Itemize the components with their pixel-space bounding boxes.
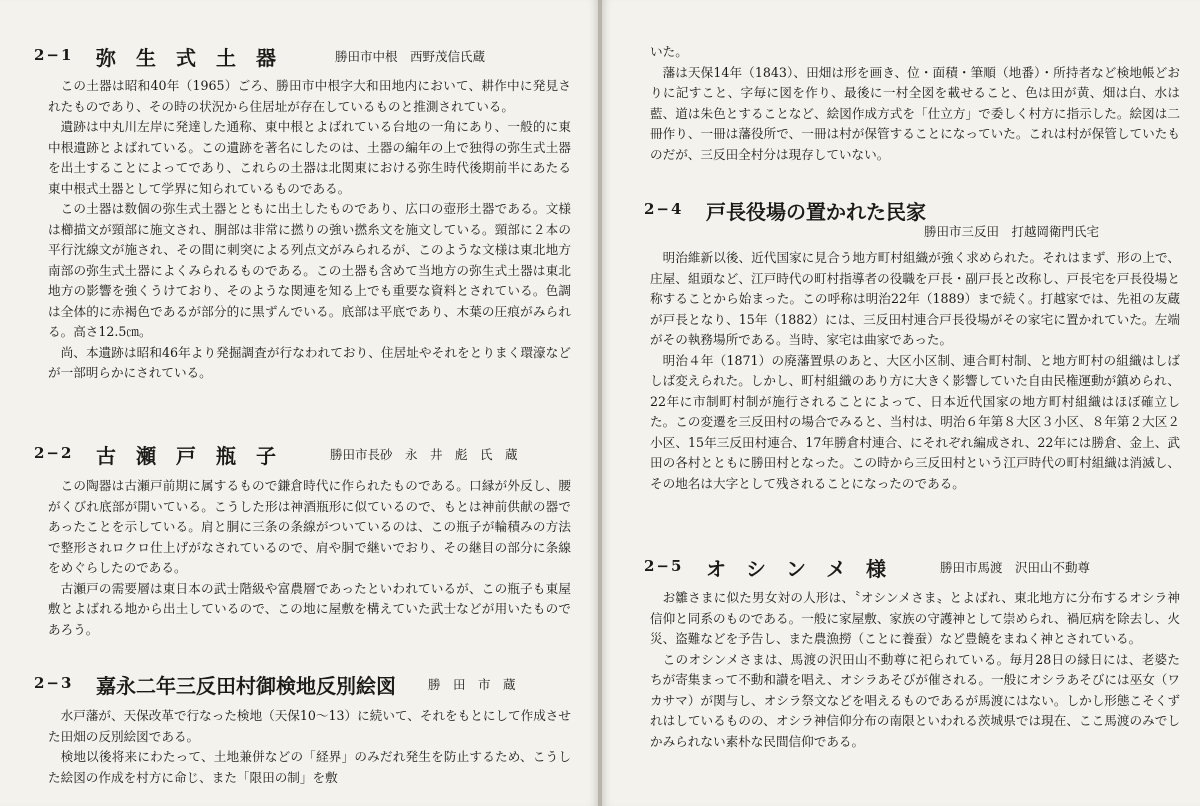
paragraph: 検地以後将来にわたって、土地兼併などの「経界」のみだれ発生を防止するため、こうした絵図の作成を村方に命じ、また「限田の制」を敷: [48, 749, 571, 785]
section-owner: 勝田市中根 西野茂信氏蔵: [335, 49, 486, 64]
paragraph: 遺跡は中丸川左岸に発達した通称、東中根とよばれている台地の一角にあり、一般的に東中根遺跡とよばれている。この遺跡を著名にしたのは、土器の編年の上で独得の弥生式土器を出土することによってであり、これらの土器は北関東における弥生時代後期前半にあたる東中根式土器として学界に知られているものである。: [48, 119, 571, 196]
section-body: [48, 706, 571, 788]
right-page: [602, 0, 1200, 806]
paragraph: この陶器は古瀬戸前期に属するもので鎌倉時代に作られたものである。口縁が外反し、腰がくびれ底部が開いている。こうした形は神酒瓶形に似ているので、もとは神前供献の器であったことを示している。肩と胴に三条の条線がついているのは、この瓶子が輪積みの方法で整形されロクロ仕上げがなされているので、肩や胴で継いでおり、その継目の部分に条線をめぐらしたのである。: [48, 478, 571, 575]
section-body: [48, 76, 571, 384]
section-owner: 勝田市長砂 永 井 彪 氏 蔵: [330, 447, 518, 462]
section-header: [0, 440, 598, 468]
paragraph: 古瀬戸の需要層は東日本の武士階級や富農層であったといわれているが、この瓶子も東屋敷とよばれる地から出土しているので、この地に屋敷を構えていた武士などが用いたものであろう。: [48, 580, 571, 637]
section-title: 古 瀬 戸 瓶 子: [96, 444, 276, 468]
section-number: 2−3: [34, 674, 74, 692]
section-number: 2−5: [644, 557, 684, 575]
section-owner: 勝 田 市 蔵: [428, 677, 516, 692]
paragraph: この土器は数個の弥生式土器とともに出土したものであり、広口の壺形土器である。文様は櫛描文が頸部に施文され、胴部は非常に撚りの強い撚糸文を施文している。頸部に２本の平行沈線文が施され、その間に刺突による列点文がみられるが、このような文様は東北地方南部の弥生式土器によくみられるものである。この土器も含めて当地方の弥生式土器は東北地方の影響を強くうけており、そのような関連を知る上でも重要な資料とされている。色調は全体的に赤褐色であるが部分的に黒ずんでいる。底部は平底であり、木葉の圧痕がみられる。高さ12.5㎝。: [48, 201, 572, 339]
section-header: [602, 196, 1200, 224]
section-number: 2−4: [644, 200, 684, 218]
section-title: オ シ ン メ 様: [706, 557, 886, 581]
paragraph: 藩は天保14年（1843）、田畑は形を画き、位・面積・筆順（地番）・所持者など検地帳どおりに記すこと、字毎に図を作り、最後に一村全図を載せること、色は田が黄、畑は白、水は藍、道は朱色とすることなど、絵図作成方式を「仕立方」で委しく村方に指示した。絵図は二冊作り、一冊は藩役所で、一冊は村が保管することになっていた。これは村が保管していたものだが、三反田全村分は現存していない。: [650, 64, 1180, 162]
paragraph: いた。: [650, 44, 688, 59]
paragraph: この土器は昭和40年（1965）ごろ、勝田市中根字大和田地内において、耕作中に発見されたものであり、その時の状況から住居址が存在しているものと推測されている。: [48, 78, 571, 114]
paragraph: お雛さまに似た男女対の人形は、〝オシンメさま〟とよばれ、東北地方に分布するオシラ神信仰と同系のものである。一般に家屋敷、家族の守護神として崇められ、禍厄病を除去し、火災、盗難などを予告し、また農漁撈（ことに養蚕）など豊饒をまねく神とされている。: [650, 590, 1180, 646]
paragraph: 明治維新以後、近代国家に見合う地方町村組織が強く求められた。それはまず、形の上で、庄屋、組頭など、江戸時代の町村指導者の役職を戸長・副戸長と改称し、戸長宅を戸長役場と称することから始まった。この呼称は明治22年（1889）まで続く。打越家では、先祖の友蔵が戸長となり、15年（1882）には、三反田村連合戸長役場がその家宅に置かれていた。左端がその執務場所である。当時、家宅は曲家であった。: [650, 250, 1180, 347]
paragraph: 尚、本遺跡は昭和46年より発掘調査が行なわれており、住居址やそれをとりまく環濠などが一部明らかにされている。: [48, 344, 571, 380]
section-number: 2−1: [34, 46, 74, 64]
section-title: 嘉永二年三反田村御検地反別絵図: [96, 674, 396, 698]
section-number: 2−2: [34, 444, 74, 462]
section-header: [0, 670, 598, 698]
section-title: 弥 生 式 土 器: [96, 46, 276, 70]
section-owner: 勝田市馬渡 沢田山不動尊: [940, 560, 1091, 575]
continuation-body: [650, 42, 1180, 165]
section-owner: 勝田市三反田 打越岡衛門氏宅: [924, 224, 1100, 239]
section-body: [650, 248, 1180, 494]
paragraph: このオシンメさまは、馬渡の沢田山不動尊に祀られている。毎月28日の縁日には、老婆たちが寄集まって不動和讃を唱え、オシラあそびが催される。一般にオシラあそびには巫女（ワカサマ）が関与し、オシラ祭文などを唱えるものであるが馬渡にはない。しかし形態こそくずれはしているものの、オシラ神信仰分布の南限といわれる茨城県では現在、ここ馬渡のみでしかみられない素朴な民間信仰である。: [650, 651, 1180, 749]
section-body: [48, 476, 571, 640]
section-title: 戸長役場の置かれた民家: [706, 200, 926, 224]
section-header: [0, 42, 598, 70]
paragraph: 明治４年（1871）の廃藩置県のあと、大区小区制、連合町村制、と地方町村の組織はしばしば変えられた。しかし、町村組織のあり方に大きく影響していた自由民権運動が鎮められ、22年に市制町村制が施行されることによって、日本近代国家の地方町村組織はほぼ確立した。この変遷を三反田村の場合でみると、当村は、明治６年第８大区３小区、８年第２大区２小区、15年三反田村連合、17年勝倉村連合、にそれぞれ編成され、22年には勝倉、金上、武田の各村とともに勝田村となった。この時から三反田村という江戸時代の町村組織は消滅し、その地名は大字として残されることになったのである。: [650, 352, 1180, 491]
section-header: [602, 553, 1200, 581]
section-body: [650, 588, 1180, 752]
paragraph: 水戸藩が、天保改革で行なった検地（天保10〜13）に続いて、それをもとにして作成させた田畑の反別絵図である。: [48, 708, 571, 744]
left-page: [0, 0, 598, 806]
